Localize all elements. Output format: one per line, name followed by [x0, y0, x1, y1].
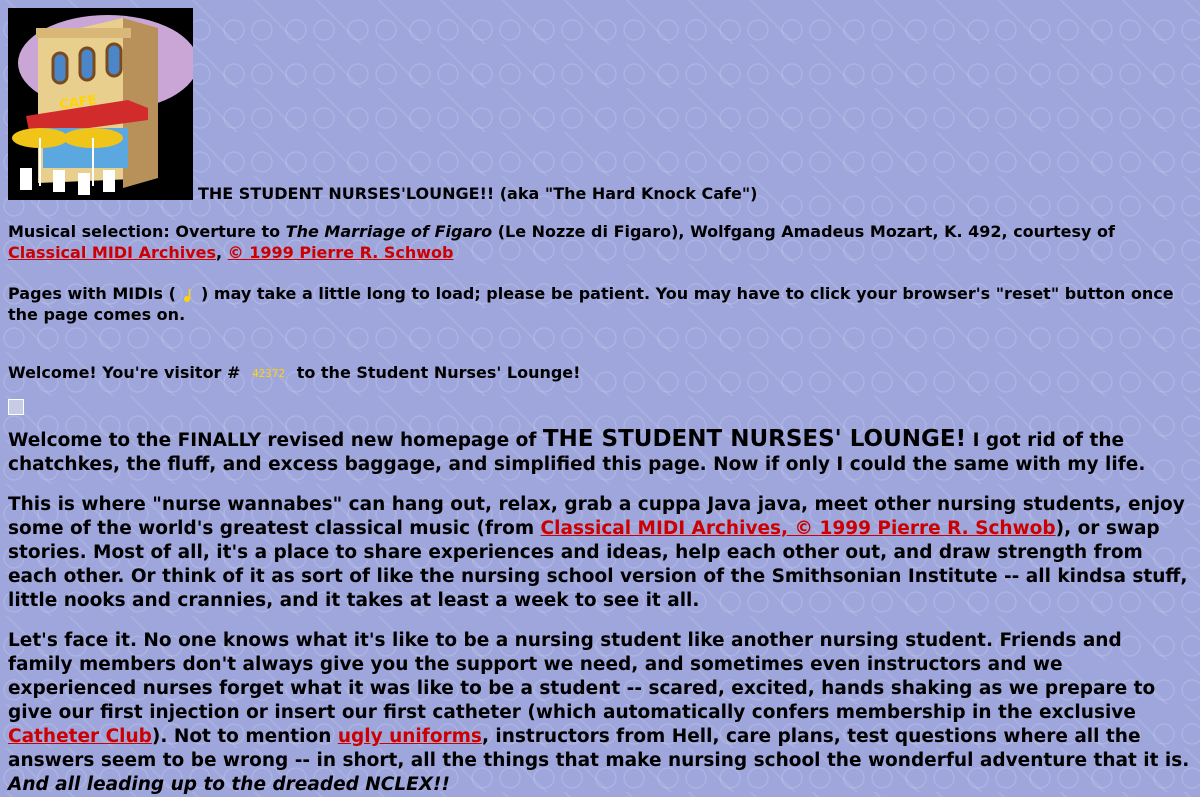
- broken-image-row: [8, 399, 1192, 417]
- face-after: , instructors from Hell, care plans, test questions where all the answers seem to be wrong -- in short, all the things that make nursing school the wonderful adventure that it is.: [8, 726, 1190, 771]
- intro-before: Welcome to the FINALLY revised new homepage of: [8, 430, 543, 451]
- face-mid: ). Not to mention: [151, 726, 338, 747]
- classical-midi-archives-link-2[interactable]: Classical MIDI Archives, © 1999 Pierre R. Schwob: [540, 518, 1056, 539]
- visitor-line: [8, 362, 1192, 384]
- cafe-illustration: [8, 8, 193, 200]
- midi-notice-after: ) may take a little long to load; please be patient. You may have to click your browser's "reset" button once the page comes on.: [8, 284, 1174, 324]
- catheter-club-link[interactable]: Catheter Club: [8, 726, 152, 747]
- page-title: THE STUDENT NURSES'LOUNGE!! (aka "The Hard Knock Cafe"): [198, 184, 758, 203]
- schwob-copyright-link[interactable]: © 1999 Pierre R. Schwob: [227, 243, 454, 262]
- music-suffix: (Le Nozze di Figaro), Wolfgang Amadeus Mozart, K. 492, courtesy of: [492, 222, 1115, 241]
- face-tail: And all leading up to the dreaded NCLEX!!: [8, 774, 450, 795]
- where-paragraph: [8, 493, 1192, 613]
- visitor-counter: 42372: [252, 367, 286, 380]
- classical-midi-archives-link[interactable]: Classical MIDI Archives: [8, 243, 217, 262]
- page-content: [8, 8, 1192, 797]
- ugly-uniforms-link[interactable]: ugly uniforms: [337, 726, 482, 747]
- face-paragraph: [8, 629, 1192, 797]
- cafe-building-image: [8, 8, 193, 200]
- music-comma: ,: [216, 243, 223, 262]
- where-before: This is where "nurse wannabes" can hang out, relax, grab a cuppa Java java, meet other nursing students, enjoy some of the world's greatest classical music (from: [8, 494, 1185, 539]
- music-prefix: Musical selection: Overture to: [8, 222, 286, 241]
- intro-paragraph: [8, 427, 1192, 477]
- visitor-before: Welcome! You're visitor #: [8, 363, 246, 382]
- music-credit: [8, 221, 1192, 263]
- midi-notice-before: Pages with MIDIs (: [8, 284, 182, 303]
- visitor-after: to the Student Nurses' Lounge!: [291, 363, 581, 382]
- header: [8, 8, 1192, 203]
- midi-note-icon: [181, 287, 195, 303]
- lounge-title: THE STUDENT NURSES' LOUNGE!: [542, 426, 967, 452]
- cafe-sign-text: CAFE: [58, 93, 98, 114]
- midi-notice: [8, 283, 1192, 325]
- intro-after: I got rid of the chatchkes, the fluff, and excess baggage, and simplified this page. Now if only I could the same with my life.: [8, 430, 1146, 475]
- broken-image-icon: [8, 399, 24, 415]
- face-before: Let's face it. No one knows what it's like to be a nursing student like another nursing student. Friends and family members don't always give you the support we need, and sometimes even instructors and we experienced nurses forget what it was like to be a student -- scared, excited, hands shaking as we prepare to give our first injection or insert our first catheter (which automatically confers membership in the exclusive: [8, 630, 1156, 723]
- music-work-title: The Marriage of Figaro: [285, 222, 493, 241]
- where-after: ), or swap stories. Most of all, it's a place to share experiences and ideas, help each other out, and draw strength from each other. Or think of it as sort of like the nursing school version of the Smithsonian Institute -- all kindsa stuff, little nooks and crannies, and it takes at least a week to see it all.: [8, 518, 1188, 611]
